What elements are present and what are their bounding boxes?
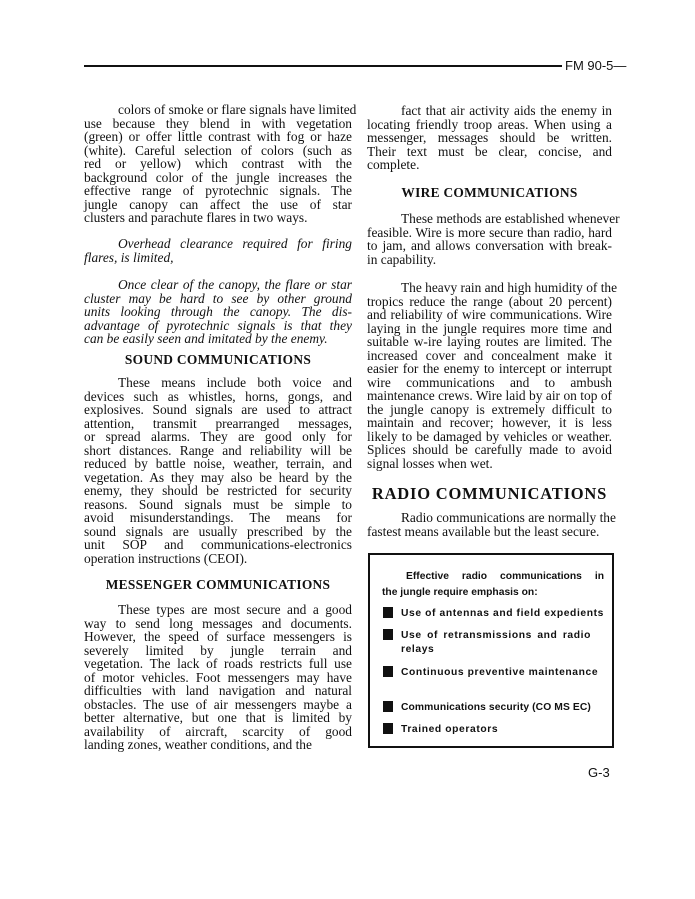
text-line: or spread alarms. They are good only for xyxy=(84,429,352,444)
paragraph-overhead-clearance xyxy=(84,237,352,264)
text-line: clusters and parachute flares in two ways. xyxy=(84,210,308,225)
text-line: The heavy rain and high humidity of the xyxy=(401,280,618,295)
text-line: vegetation. The lack of roads restricts full use xyxy=(84,656,352,671)
text-line: laying in the jungle requires more time and xyxy=(367,320,612,336)
text-line: cluster may be hard to see by other ground xyxy=(84,290,352,306)
text-line: Splices should be carefully made to avoid xyxy=(367,442,612,457)
box-intro-line: the jungle require emphasis on: xyxy=(382,587,538,598)
text-line: units looking through the canopy. The dis- xyxy=(84,304,352,319)
text-line: Their text must be clear, concise, and xyxy=(367,143,612,159)
box-item xyxy=(383,629,605,657)
text-line: locating friendly troop areas. When using a xyxy=(367,116,612,132)
text-line: difficulties with land navigation and natural xyxy=(84,683,352,698)
radio-emphasis-box xyxy=(368,553,614,748)
text-line: colors of smoke or flare signals have limited xyxy=(118,102,357,117)
text-line: way to send long messages and documents. xyxy=(84,615,352,631)
text-line: enemy, they should be restricted for security xyxy=(84,483,352,498)
text-line: short distances. Range and reliability will be xyxy=(84,442,352,458)
paragraph-pyrotechnic xyxy=(84,102,357,225)
text-line: in capability. xyxy=(367,251,437,267)
text-line: sound signals are usually prescribed by the xyxy=(84,523,352,539)
text-line: explosives. Sound signals are used to attract xyxy=(84,402,352,417)
text-line: These methods are established whenever xyxy=(401,211,620,226)
running-head: FM 90-5— xyxy=(565,58,627,73)
text-line: Radio communications are normally the xyxy=(401,510,616,525)
text-line: attention, transmit prearranged messages, xyxy=(84,415,352,431)
heading-wire-communications: WIRE COMMUNICATIONS xyxy=(401,185,578,200)
box-item-text: Trained operators xyxy=(401,724,499,735)
text-line: suitable w-ire laying routes are limited. The xyxy=(367,334,612,349)
square-bullet-icon xyxy=(383,723,393,734)
box-item xyxy=(383,723,605,737)
text-line: vegetation. As they may also be heard by the xyxy=(84,469,352,485)
box-item xyxy=(383,701,605,715)
heading-sound-communications: SOUND COMMUNICATIONS xyxy=(124,352,312,367)
box-intro-line: Effective radio communications in xyxy=(406,571,604,582)
text-line: landing zones, weather conditions, and the xyxy=(84,737,312,752)
text-line: maintenance crews. Wire laid by air on top of xyxy=(367,388,612,403)
text-line: operation instructions (CEOI). xyxy=(84,550,248,566)
box-intro xyxy=(382,569,604,601)
heading-radio-communications: RADIO COMMUNICATIONS xyxy=(371,484,608,503)
text-line: obstacles. The use of air messengers maybe a xyxy=(84,696,352,712)
paragraph-messenger xyxy=(84,603,352,752)
text-line: avoid misunderstandings. The means for xyxy=(84,510,352,525)
box-item-text: Communications security (CO MS EC) xyxy=(401,702,591,713)
text-line: feasible. Wire is more secure than radio, hard xyxy=(367,224,612,240)
paragraph-wire-1 xyxy=(367,211,620,267)
text-line: Overhead clearance required for firing xyxy=(118,236,352,251)
square-bullet-icon xyxy=(383,666,393,677)
box-item-text: Use of antennas and field expedients xyxy=(401,608,604,619)
text-line: tropics reduce the range (about 20 percent) xyxy=(367,293,612,309)
text-line: availability of aircraft, scarcity of good xyxy=(84,723,352,739)
paragraph-radio xyxy=(367,510,616,539)
heading-messenger-communications: MESSENGER COMMUNICATIONS xyxy=(105,577,331,592)
text-line: background color of the jungle increases the xyxy=(84,169,352,185)
text-line: wire communications and to ambush xyxy=(367,374,612,390)
paragraph-canopy xyxy=(84,278,352,346)
text-line: the jungle canopy is extremely difficult to xyxy=(367,401,612,417)
box-item xyxy=(383,607,605,621)
text-line: complete. xyxy=(367,157,420,172)
text-line: easier for the enemy to intercept or interrupt xyxy=(367,361,612,376)
text-line: effective range of pyrotechnic signals. The xyxy=(84,183,352,198)
text-line: red or yellow) which contrast with the xyxy=(84,156,352,171)
text-line: These types are most secure and a good xyxy=(118,602,352,617)
text-line: unit SOP and communications-electronics xyxy=(84,537,352,552)
text-line: These means include both voice and xyxy=(118,375,352,390)
box-item-text: Continuous preventive maintenance xyxy=(401,667,599,678)
text-line: Once clear of the canopy, the flare or star xyxy=(118,277,352,292)
text-line: advantage of pyrotechnic signals is that they xyxy=(84,317,352,333)
square-bullet-icon xyxy=(383,629,393,640)
text-line: signal losses when wet. xyxy=(367,455,493,471)
text-line: severely limited by jungle terrain and xyxy=(84,642,352,658)
text-line: jungle canopy can affect the use of star xyxy=(84,196,352,212)
text-line: of motor vehicles. Foot messengers may have xyxy=(84,669,352,685)
paragraph-messenger-cont xyxy=(367,104,612,172)
box-item-text: Use of retransmissions and radio relays xyxy=(401,630,591,655)
paragraph-wire-2 xyxy=(367,280,618,471)
text-line: fact that air activity aids the enemy in xyxy=(401,103,612,118)
text-line: reasons. Sound signals must be simple to xyxy=(84,496,352,512)
box-item xyxy=(383,666,605,680)
text-line: to jam, and allows conversation with break- xyxy=(367,238,612,253)
text-line: better alternative, but one that is limited by xyxy=(84,710,352,725)
text-line: likely to be damaged by vehicles or weather. xyxy=(367,428,612,444)
text-line: devices such as whistles, horns, gongs, and xyxy=(84,388,352,404)
text-line: maintain and recover; however, it is less xyxy=(367,415,612,430)
page-number: G-3 xyxy=(588,765,610,780)
text-line: increased cover and concealment make it xyxy=(367,347,612,363)
text-line: flares, is limited, xyxy=(84,249,174,265)
text-line: (green) or offer little contrast with fog or haze xyxy=(84,129,352,144)
text-line: messenger, messages should be written. xyxy=(367,130,612,145)
square-bullet-icon xyxy=(383,701,393,712)
square-bullet-icon xyxy=(383,607,393,618)
text-line: reduced by battle noise, weather, terrain, and xyxy=(84,456,352,471)
header-rule xyxy=(84,65,562,67)
paragraph-sound xyxy=(84,376,352,565)
text-line: However, the speed of surface messengers is xyxy=(84,629,352,644)
text-line: use because they blend in with vegetation xyxy=(84,115,352,131)
text-line: fastest means available but the least secure. xyxy=(367,523,600,539)
text-line: can be easily seen and imitated by the enemy. xyxy=(84,331,328,346)
text-line: (white). Careful selection of colors (such as xyxy=(84,142,352,158)
text-line: and reliability of wire communications. Wire xyxy=(367,307,612,322)
